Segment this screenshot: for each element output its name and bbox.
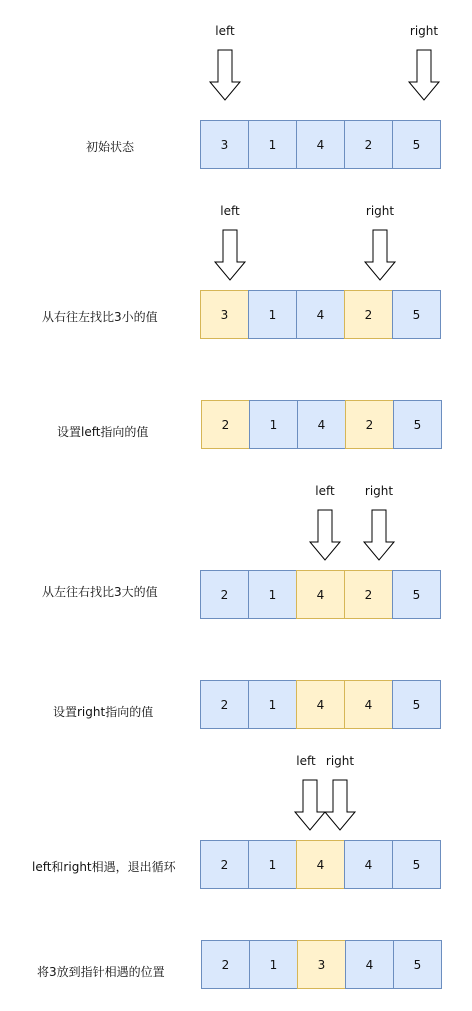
array-cell: 5	[392, 840, 441, 889]
right-pointer-label: right	[365, 204, 395, 218]
array-cell: 5	[392, 120, 441, 169]
left-pointer-label: left	[215, 24, 235, 38]
array-cell: 1	[249, 400, 298, 449]
array-cell: 2	[201, 400, 250, 449]
array-cell: 3	[200, 290, 249, 339]
right-pointer-label: right	[364, 484, 394, 498]
array-cell: 4	[296, 120, 345, 169]
array-row	[201, 940, 442, 990]
step-label: 从右往左找比3小的值	[42, 310, 158, 324]
right-pointer-arrow	[363, 510, 395, 560]
array-cell: 5	[392, 680, 441, 729]
array-cell: 4	[296, 680, 345, 729]
left-pointer-arrow	[309, 510, 341, 560]
array-cell: 1	[248, 570, 297, 619]
step-label: 设置right指向的值	[53, 705, 154, 719]
array-cell: 5	[392, 570, 441, 619]
array-row	[200, 680, 441, 730]
left-pointer-arrow	[294, 780, 326, 830]
array-row	[201, 400, 442, 450]
step-label: left和right相遇，退出循环	[32, 860, 176, 874]
array-cell: 4	[344, 840, 393, 889]
array-row	[200, 840, 441, 890]
array-cell: 2	[344, 570, 393, 619]
array-cell: 4	[296, 840, 345, 889]
array-cell: 1	[248, 120, 297, 169]
array-cell: 4	[345, 940, 394, 989]
array-cell: 2	[345, 400, 394, 449]
array-cell: 1	[249, 940, 298, 989]
array-cell: 1	[248, 680, 297, 729]
array-cell: 5	[392, 290, 441, 339]
left-pointer-arrow	[209, 50, 241, 100]
left-pointer-label: left	[315, 484, 335, 498]
right-pointer-arrow	[408, 50, 440, 100]
array-cell: 4	[297, 400, 346, 449]
array-cell: 2	[200, 840, 249, 889]
array-row	[200, 570, 441, 620]
array-cell: 4	[344, 680, 393, 729]
step-label: 初始状态	[86, 140, 135, 154]
array-cell: 5	[393, 940, 442, 989]
step-label: 将3放到指针相遇的位置	[37, 965, 165, 979]
array-cell: 5	[393, 400, 442, 449]
right-pointer-label: right	[409, 24, 439, 38]
array-cell: 2	[344, 290, 393, 339]
array-cell: 3	[200, 120, 249, 169]
left-pointer-arrow	[214, 230, 246, 280]
array-cell: 4	[296, 290, 345, 339]
right-pointer-arrow	[324, 780, 356, 830]
left-pointer-label: left	[220, 204, 240, 218]
array-cell: 2	[200, 680, 249, 729]
array-row	[200, 290, 441, 340]
array-cell: 1	[248, 290, 297, 339]
step-label: 从左往右找比3大的值	[42, 585, 158, 599]
step-label: 设置left指向的值	[57, 425, 149, 439]
array-cell: 2	[200, 570, 249, 619]
array-cell: 2	[201, 940, 250, 989]
array-cell: 3	[297, 940, 346, 989]
right-pointer-label: right	[325, 754, 355, 768]
array-cell: 2	[344, 120, 393, 169]
left-pointer-label: left	[296, 754, 316, 768]
array-cell: 4	[296, 570, 345, 619]
array-cell: 1	[248, 840, 297, 889]
array-row	[200, 120, 441, 170]
right-pointer-arrow	[364, 230, 396, 280]
